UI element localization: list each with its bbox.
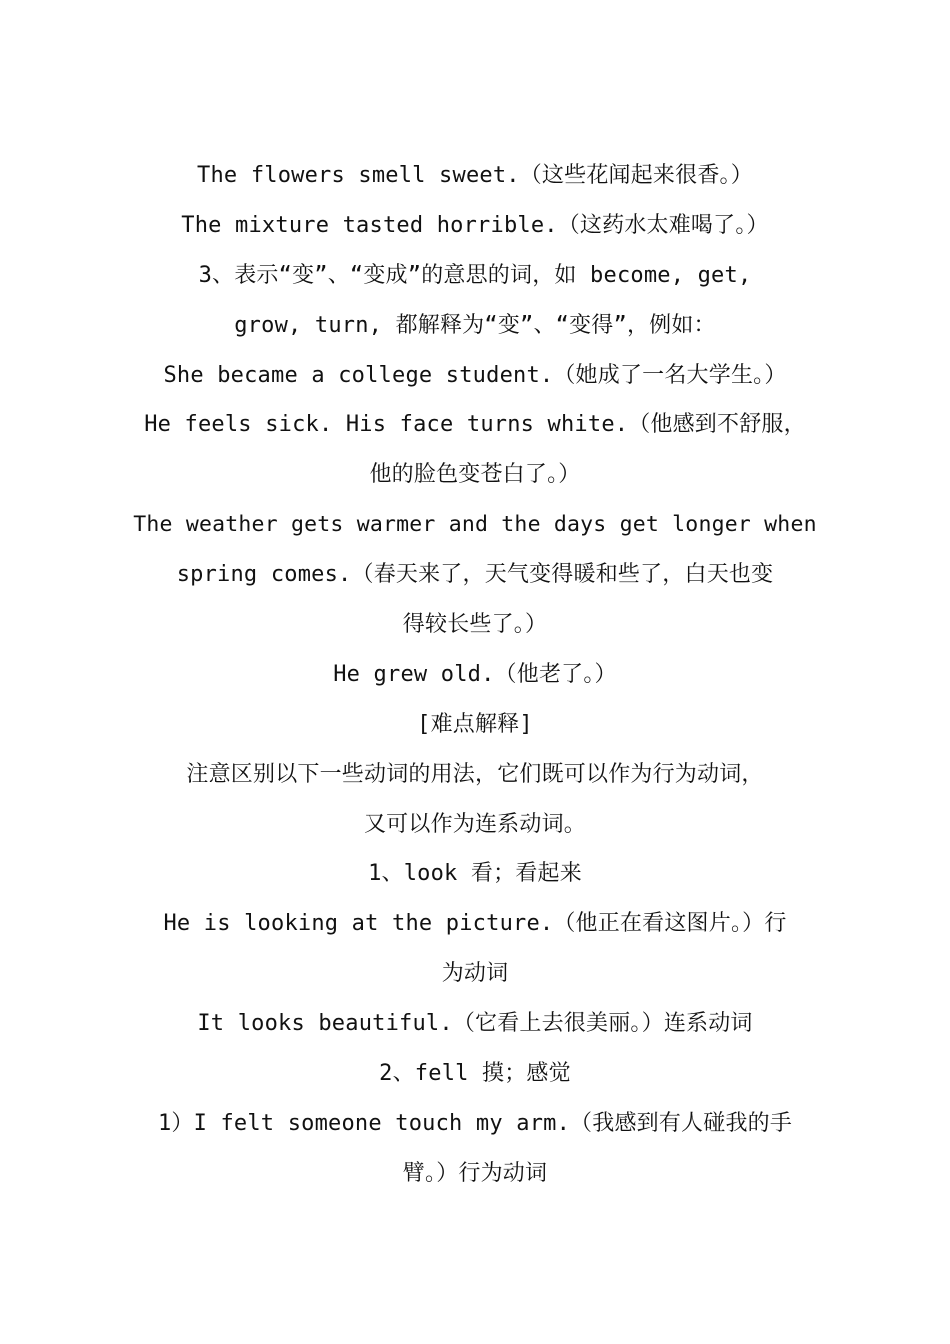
example-sentence-looks: It looks beautiful.（它看上去很美丽。）连系动词 — [197, 1011, 753, 1037]
difficulty-note: 注意区别以下一些动词的用法，它们既可以作为行为动词， — [186, 761, 764, 787]
item-2-feel-heading: 2、fell 摸；感觉 — [379, 1061, 571, 1087]
example-sentence-grew: He grew old.（他老了。） — [333, 661, 617, 687]
example-sentence-became: She became a college student.（她成了一名大学生。） — [163, 362, 787, 388]
example-sentence-flowers: The flowers smell sweet.（这些花闻起来很香。） — [197, 163, 753, 188]
difficulty-note-continued: 又可以作为连系动词。 — [363, 811, 586, 837]
difficulty-heading: [难点解释] — [417, 711, 533, 737]
example-sentence-mixture: The mixture tasted horrible.（这药水太难喝了。） — [181, 212, 769, 238]
section-3-heading-continued: grow, turn, 都解释为“变”、“变得”，例如： — [234, 312, 716, 338]
item-1-look-heading: 1、look 看；看起来 — [368, 861, 582, 887]
section-3-heading: 3、表示“变”、“变成”的意思的词，如 become, get, — [198, 262, 752, 288]
example-sentence-gets: The weather gets warmer and the days get longer when — [133, 512, 817, 538]
document-body — [130, 151, 820, 1199]
example-sentence-felt-continued: 臂。）行为动词 — [402, 1160, 548, 1186]
example-sentence-gets-continued-2: 得较长些了。） — [402, 612, 548, 638]
example-sentence-looking-continued: 为动词 — [441, 961, 509, 987]
example-sentence-turns-continued: 他的脸色变苍白了。） — [369, 462, 581, 488]
example-sentence-turns: He feels sick. His face turns white.（他感到不舒服， — [144, 412, 806, 438]
example-sentence-gets-continued: spring comes.（春天来了，天气变得暖和些了，白天也变 — [176, 562, 774, 588]
example-sentence-looking: He is looking at the picture.（他正在看这图片。）行 — [163, 911, 787, 937]
example-sentence-felt: 1）I felt someone touch my arm.（我感到有人碰我的手 — [157, 1110, 793, 1136]
